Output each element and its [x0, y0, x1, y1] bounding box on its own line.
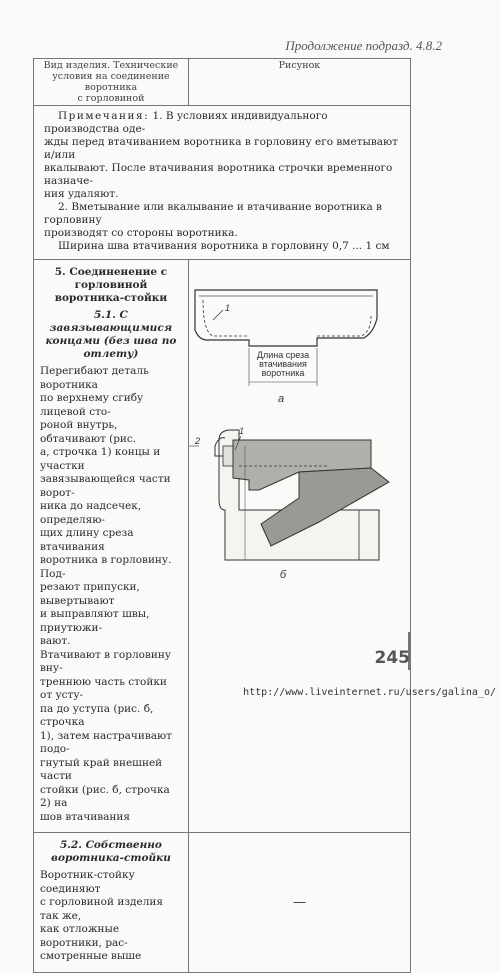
text-line: шов втачивания — [40, 810, 131, 823]
notes-label: Примечания: — [58, 110, 150, 122]
header-cell-product — [34, 59, 189, 106]
page-number: 245 — [374, 648, 410, 668]
section52-text-cell — [34, 833, 189, 973]
text-line: треннюю часть стойки от усту- — [40, 675, 167, 701]
figure-a — [195, 290, 377, 405]
title-line: воротника-стойки — [54, 292, 168, 304]
header-cell-figure: Рисунок — [188, 59, 410, 106]
text-line: 1), затем настрачивают подо- — [40, 729, 172, 755]
section5-row — [34, 260, 411, 833]
subtitle-line: концами (без шва по отлету) — [45, 335, 177, 360]
title-line: 5. Соединенение с горловиной — [54, 266, 168, 291]
section5-figure-cell — [188, 260, 410, 833]
header-line: с горловиной — [77, 93, 145, 104]
subsection51-text — [40, 365, 182, 824]
no-figure-dash: — — [292, 894, 306, 910]
source-url: http://www.liveinternet.ru/users/galina_o/ — [243, 687, 496, 698]
text-line: щих длину среза втачивания — [40, 527, 134, 553]
text-line: резают припуски, вывертывают — [40, 581, 140, 607]
text-line: Втачивают в горловину вну- — [40, 648, 172, 674]
stitch-label-1b: 1 — [238, 426, 244, 436]
subsection51-title — [40, 309, 182, 361]
section5-title — [40, 266, 182, 305]
header-line: Вид изделия. Технические — [43, 60, 179, 71]
collar-figures — [189, 260, 409, 585]
section5-text-cell — [34, 260, 189, 833]
technical-table — [33, 58, 411, 973]
figure-b-caption: б — [279, 569, 286, 581]
text-line: и выправляют швы, приутюжи- — [40, 608, 150, 634]
notes-line1: 1. В условиях индивидуального производства оде- — [44, 110, 328, 135]
subtitle-line: 5.1. С завязывающимися — [49, 309, 173, 334]
text-line: гнутый край внешней части — [40, 756, 163, 782]
text-line: по верхнему сгибу лицевой сто- — [40, 392, 144, 418]
text-line: па до уступа (рис. б, строчка — [40, 702, 154, 728]
text-line: воротника в горловину. Под- — [40, 554, 172, 580]
text-line: Перегибают деталь воротника — [40, 365, 149, 391]
notes-row — [34, 106, 411, 260]
notes-p2-line1: 2. Вметывание или вкалывание и втачивание воротника в горловину — [44, 201, 382, 226]
table-header-row — [34, 59, 411, 106]
text-line: как отложные воротники, рас- — [40, 923, 128, 949]
notes-line: жды перед втачиванием воротника в горловину его вметывают и/или — [44, 136, 398, 161]
notes-line: ния удаляют. — [44, 188, 119, 200]
length-label-line: воротника — [261, 368, 305, 378]
text-line: смотренные выше — [40, 950, 142, 962]
subsection52-title — [40, 839, 182, 865]
subtitle-line: 5.2. Собственно — [59, 839, 162, 851]
text-line: а, строчка 1) концы и участки — [40, 446, 161, 472]
figure-a-caption: а — [277, 393, 284, 405]
text-line: с горловиной изделия так же, — [40, 896, 164, 922]
text-line: вают. — [40, 635, 71, 647]
section52-row — [34, 833, 411, 973]
text-line: стойки (рис. б, строчка 2) на — [40, 783, 170, 809]
notes-cell — [34, 106, 411, 260]
continuation-header: Продолжение подразд. 4.8.2 — [285, 38, 442, 53]
section52-figure-cell — [188, 833, 410, 973]
text-line: роной внутрь, обтачивают (рис. — [40, 419, 137, 445]
length-label-line: втачивания — [259, 359, 307, 369]
header-line: условия на соединение воротника — [52, 71, 170, 93]
notes-p2-line2: производят со стороны воротника. — [44, 227, 238, 239]
subsection52-text — [40, 869, 182, 964]
text-line: завязывающейся части ворот- — [40, 473, 171, 499]
stitch-label-1: 1 — [224, 303, 230, 313]
length-label-line: Длина среза — [256, 350, 310, 360]
stitch-label-2: 2 — [194, 436, 200, 446]
figure-b — [189, 426, 389, 581]
notes-line: вкалывают. После втачивания воротника строчки временного назначе- — [44, 162, 393, 187]
text-line: ника до надсечек, определяю- — [40, 500, 142, 526]
leader-line — [213, 310, 223, 320]
notes-p3: Ширина шва втачивания воротника в горловину 0,7 ... 1 см — [58, 240, 390, 252]
collar-step — [223, 446, 233, 466]
text-line: Воротник-стойку соединяют — [40, 869, 135, 895]
subtitle-line: воротника-стойки — [51, 852, 171, 864]
collar-outline — [195, 290, 377, 346]
